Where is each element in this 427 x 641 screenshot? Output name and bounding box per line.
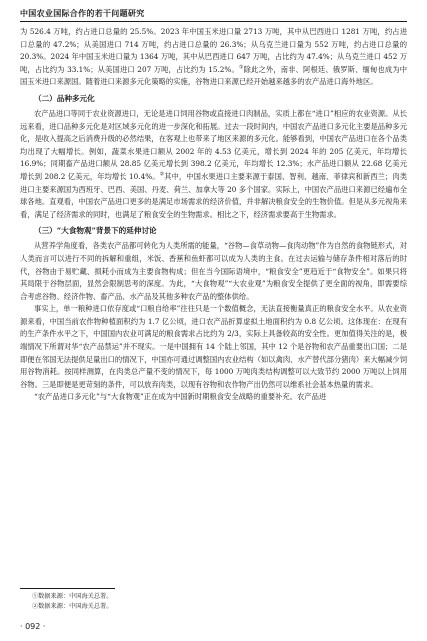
page-number: · 092 · [20,622,46,631]
section-heading: （三）“大食物观”背景下的延伸讨论 [34,226,157,236]
footnote-divider [20,588,115,589]
running-title: 中国农业国际合作的若干问题研究 [20,8,145,18]
paragraph [20,108,407,221]
section-heading: （二）品种多元化 [34,93,95,103]
footnote-marker[interactable]: ② [159,171,165,178]
paragraph-text: 农产品进口等同于农业资源进口，无论是进口饲用谷物或直接进口肉制品，实质上都在“进口”相应的农业资源。从长远来看，进口品种多元化是对区域多元化的进一步深化和拓展。过去一段时间内，中国农产品进口多元化主要是品种多元化，是收入提高之后消费升级的必然结果，在客观上也带来了地区来源的多元化。能够看到，中国农产品进口在各个品类均出现了大幅增长。例如，蔬菜水果进口额从 2002 年的 4.53 亿美元，增长到 2024 年的 205 亿美元，年均增长 16.9%；同期畜产品进口额从 28.85 亿美元增长到 398.2 亿美元，年均增长 12.3%；水产品进口额从 22.68 亿美元增长到 208.2 亿美元，年均增长 10.4%。 [20,108,407,181]
footnote-item: ②数据来源：中国海关总署。 [32,603,113,610]
paragraph [20,26,407,89]
paragraph-text: 为 526.4 万吨，约占进口总量的 25.5%。2023 年中国玉米进口量 2713 万吨，其中从巴西进口 1281 万吨，约占进口总量的 47.2%；从美国进口 714 万吨，约占进口总量的 26.3%；从乌克兰进口量为 552 万吨，约占进口总量的 20.3%。2024 年中国玉米进口量为 1364 万吨，其中从巴西进口 647 万吨，占比约为 47.4%；从乌克兰进口 452 万吨，占比约为 33.1%；从美国进口 207 万吨，占比约为 15.2%。 [20,27,407,74]
paragraph-text: 其中，中国水果进口主要来源于泰国、智利、越南、菲律宾和新西兰；肉类进口主要来源国为西班牙、巴西、美国、丹麦、荷兰、加拿大等 20 多个国家。实际上，中国农产品进口来源已经遍布全球各地。直观看，中国农产品进口更多的是满足市场需求的经济价值，并非解决粮食安全的生物价值。但是从多元视角来看，满足了经济需求的同时，也满足了粮食安全的生物需求。相比之下，经济需求要高于生物需求。 [20,171,408,219]
article-body [20,26,407,404]
paragraph: 从营养学角度看，各类农产品都可转化为人类所需的能量，“谷物—食草动物—食肉动物”作为自然的食物链形式，对人类而言可以进行不同的拆解和重组，米饭、香蕉和鱼虾都可以成为人类的主食。在过去运输与储存条件相对落后的时代，谷物由于易贮藏、损耗小而成为主要食物构成；但在当今国际语境中，“粮食安全”更趋近于“食物安全”。如果只将其局限于谷物层面，显然会限制思考的深度。为此，“大食物观”“大农业观”为粮食安全提供了更全面的视角，即需要综合考虑谷物、经济作物、畜产品、水产品及其他多种农产品的整体供给。 [20,241,407,301]
paragraph-text: 除此之外，南非、阿根廷、俄罗斯、缅甸也成为中国玉米进口来源国。随着进口来源多元化策略的实施，谷物进口来源已经开始越来越多的农产品进口海外地区。 [20,64,407,87]
footnote-item: ①数据来源：中国海关总署。 [32,593,113,600]
header-rule [20,21,407,22]
paragraph: 事实上，单一粮种进口依存度或“口粮自给率”往往只是一个数值概念，无法直接衡量真正的粮食安全水平。从农业资源来看，中国当前农作物种植面积约为 1.7 亿公顷，进口农产品折算虚拟土地面积约为 0.8 亿公顷。这体现在：在现有的生产条件水平之下，中国国内农业可满足的粮食需求占比约为 2/3，实际上具备较高的安全性。更加值得关注的是，极端情况下所谓对华“农产品禁运”并不现实。一是中国拥有 14 个陆上邻国，其中 12 个是谷物和农产品重要出口国；二是即便在邻国无法提供足量出口的情况下，中国亦可通过调整国内农业结构（如以禽肉、水产替代部分猪肉）来大幅减少饲用谷物消耗。按同样测算，在肉类总产量不变的情况下，每 1000 万吨肉类结构调整可以大致节约 2000 万吨以上饲用谷物。三是即便是更苛刻的条件，可以放弃肉类，以现有谷物和农作物产出仍然可以维系社会基本热量的需求。 [20,304,407,389]
paragraph: “农产品进口多元化”与“大食物观”正在成为中国新时期粮食安全战略的重要补充。农产品进 [34,392,327,402]
footnote-marker[interactable]: ① [238,64,244,71]
footnotes [20,588,407,612]
